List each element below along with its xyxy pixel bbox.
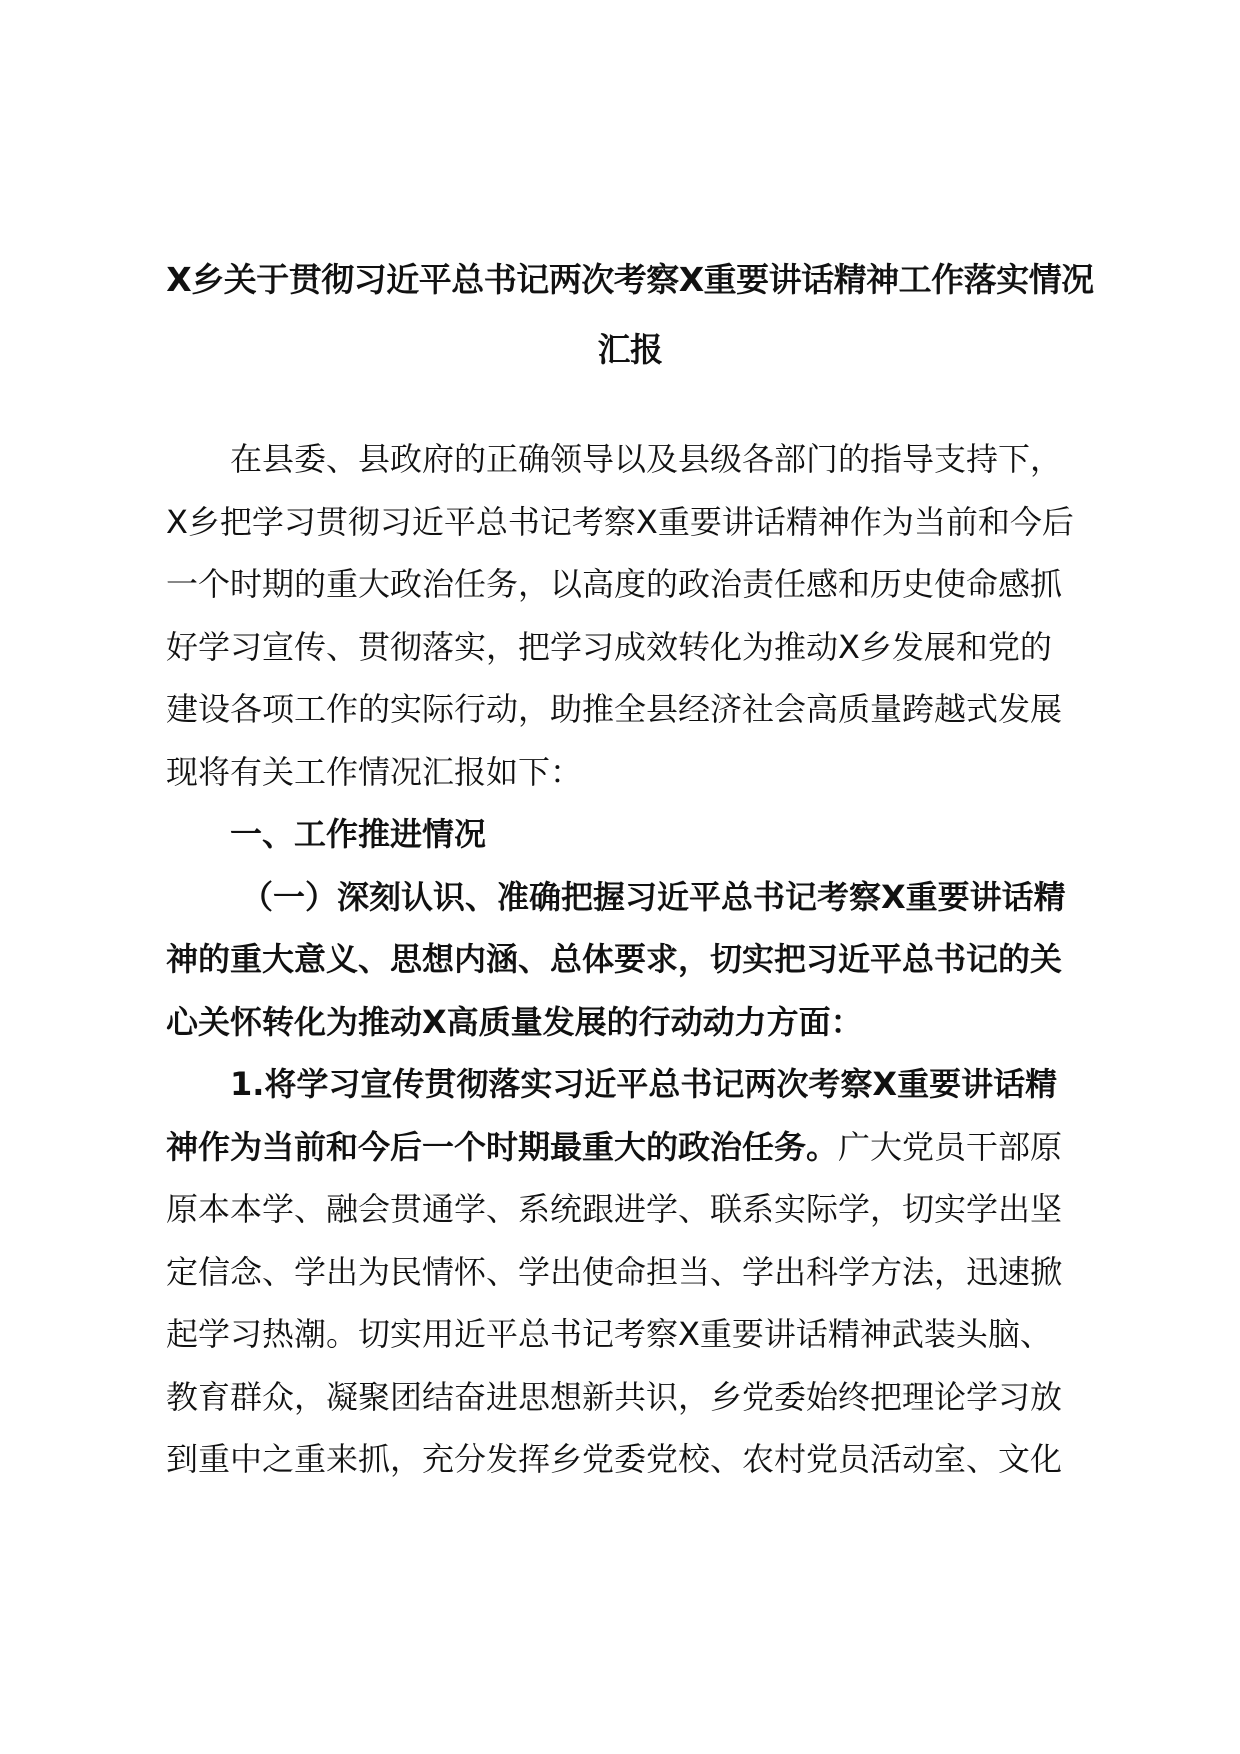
item-body-line: 定信念、学出为民情怀、学出使命担当、学出科学方法，迅速掀 bbox=[166, 1252, 1063, 1291]
intro-line: X乡把学习贯彻习近平总书记考察X重要讲话精神作为当前和今后 bbox=[166, 502, 1074, 541]
document-body bbox=[166, 428, 1126, 1491]
item-body-line: 教育群众，凝聚团结奋进思想新共识，乡党委始终把理论学习放 bbox=[166, 1377, 1063, 1416]
intro-line: 现将有关工作情况汇报如下： bbox=[166, 752, 583, 791]
item-body-line: 原本本学、融会贯通学、系统跟进学、联系实际学，切实学出坚 bbox=[166, 1190, 1063, 1228]
title-line-1: X乡关于贯彻习近平总书记两次考察X重要讲话精神工作落实情况 bbox=[166, 260, 1094, 299]
intro-line: 在县委、县政府的正确领导以及县级各部门的指导支持下， bbox=[230, 440, 1063, 478]
document-title bbox=[150, 245, 1110, 385]
item-body-line: 起学习热潮。切实用近平总书记考察X重要讲话精神武装头脑、 bbox=[166, 1315, 1052, 1353]
subsection-heading-line: （一）深刻认识、准确把握习近平总书记考察X重要讲话精 bbox=[241, 877, 1066, 916]
item-body-line: 到重中之重来抓，充分发挥乡党委党校、农村党员活动室、文化 bbox=[166, 1440, 1063, 1478]
intro-line: 一个时期的重大政治任务，以高度的政治责任感和历史使命感抓 bbox=[166, 565, 1063, 603]
item-mixed-line bbox=[166, 1116, 1126, 1179]
item-heading-line: 1.将学习宣传贯彻落实习近平总书记两次考察X重要讲话精 bbox=[230, 1065, 1058, 1103]
title-line-2: 汇报 bbox=[597, 330, 663, 369]
item-heading-end: 神作为当前和今后一个时期最重大的政治任务。 bbox=[166, 1127, 839, 1166]
item-body-start: 广大党员干部原 bbox=[838, 1127, 1063, 1166]
subsection-heading-line: 心关怀转化为推动X高质量发展的行动动力方面： bbox=[166, 1002, 863, 1041]
intro-line: 建设各项工作的实际行动，助推全县经济社会高质量跨越式发展 bbox=[166, 690, 1063, 728]
intro-line: 好学习宣传、贯彻落实，把学习成效转化为推动X乡发展和党的 bbox=[166, 627, 1052, 666]
section-heading: 一、工作推进情况 bbox=[230, 815, 487, 853]
subsection-heading-line: 神的重大意义、思想内涵、总体要求，切实把习近平总书记的关 bbox=[166, 940, 1063, 978]
